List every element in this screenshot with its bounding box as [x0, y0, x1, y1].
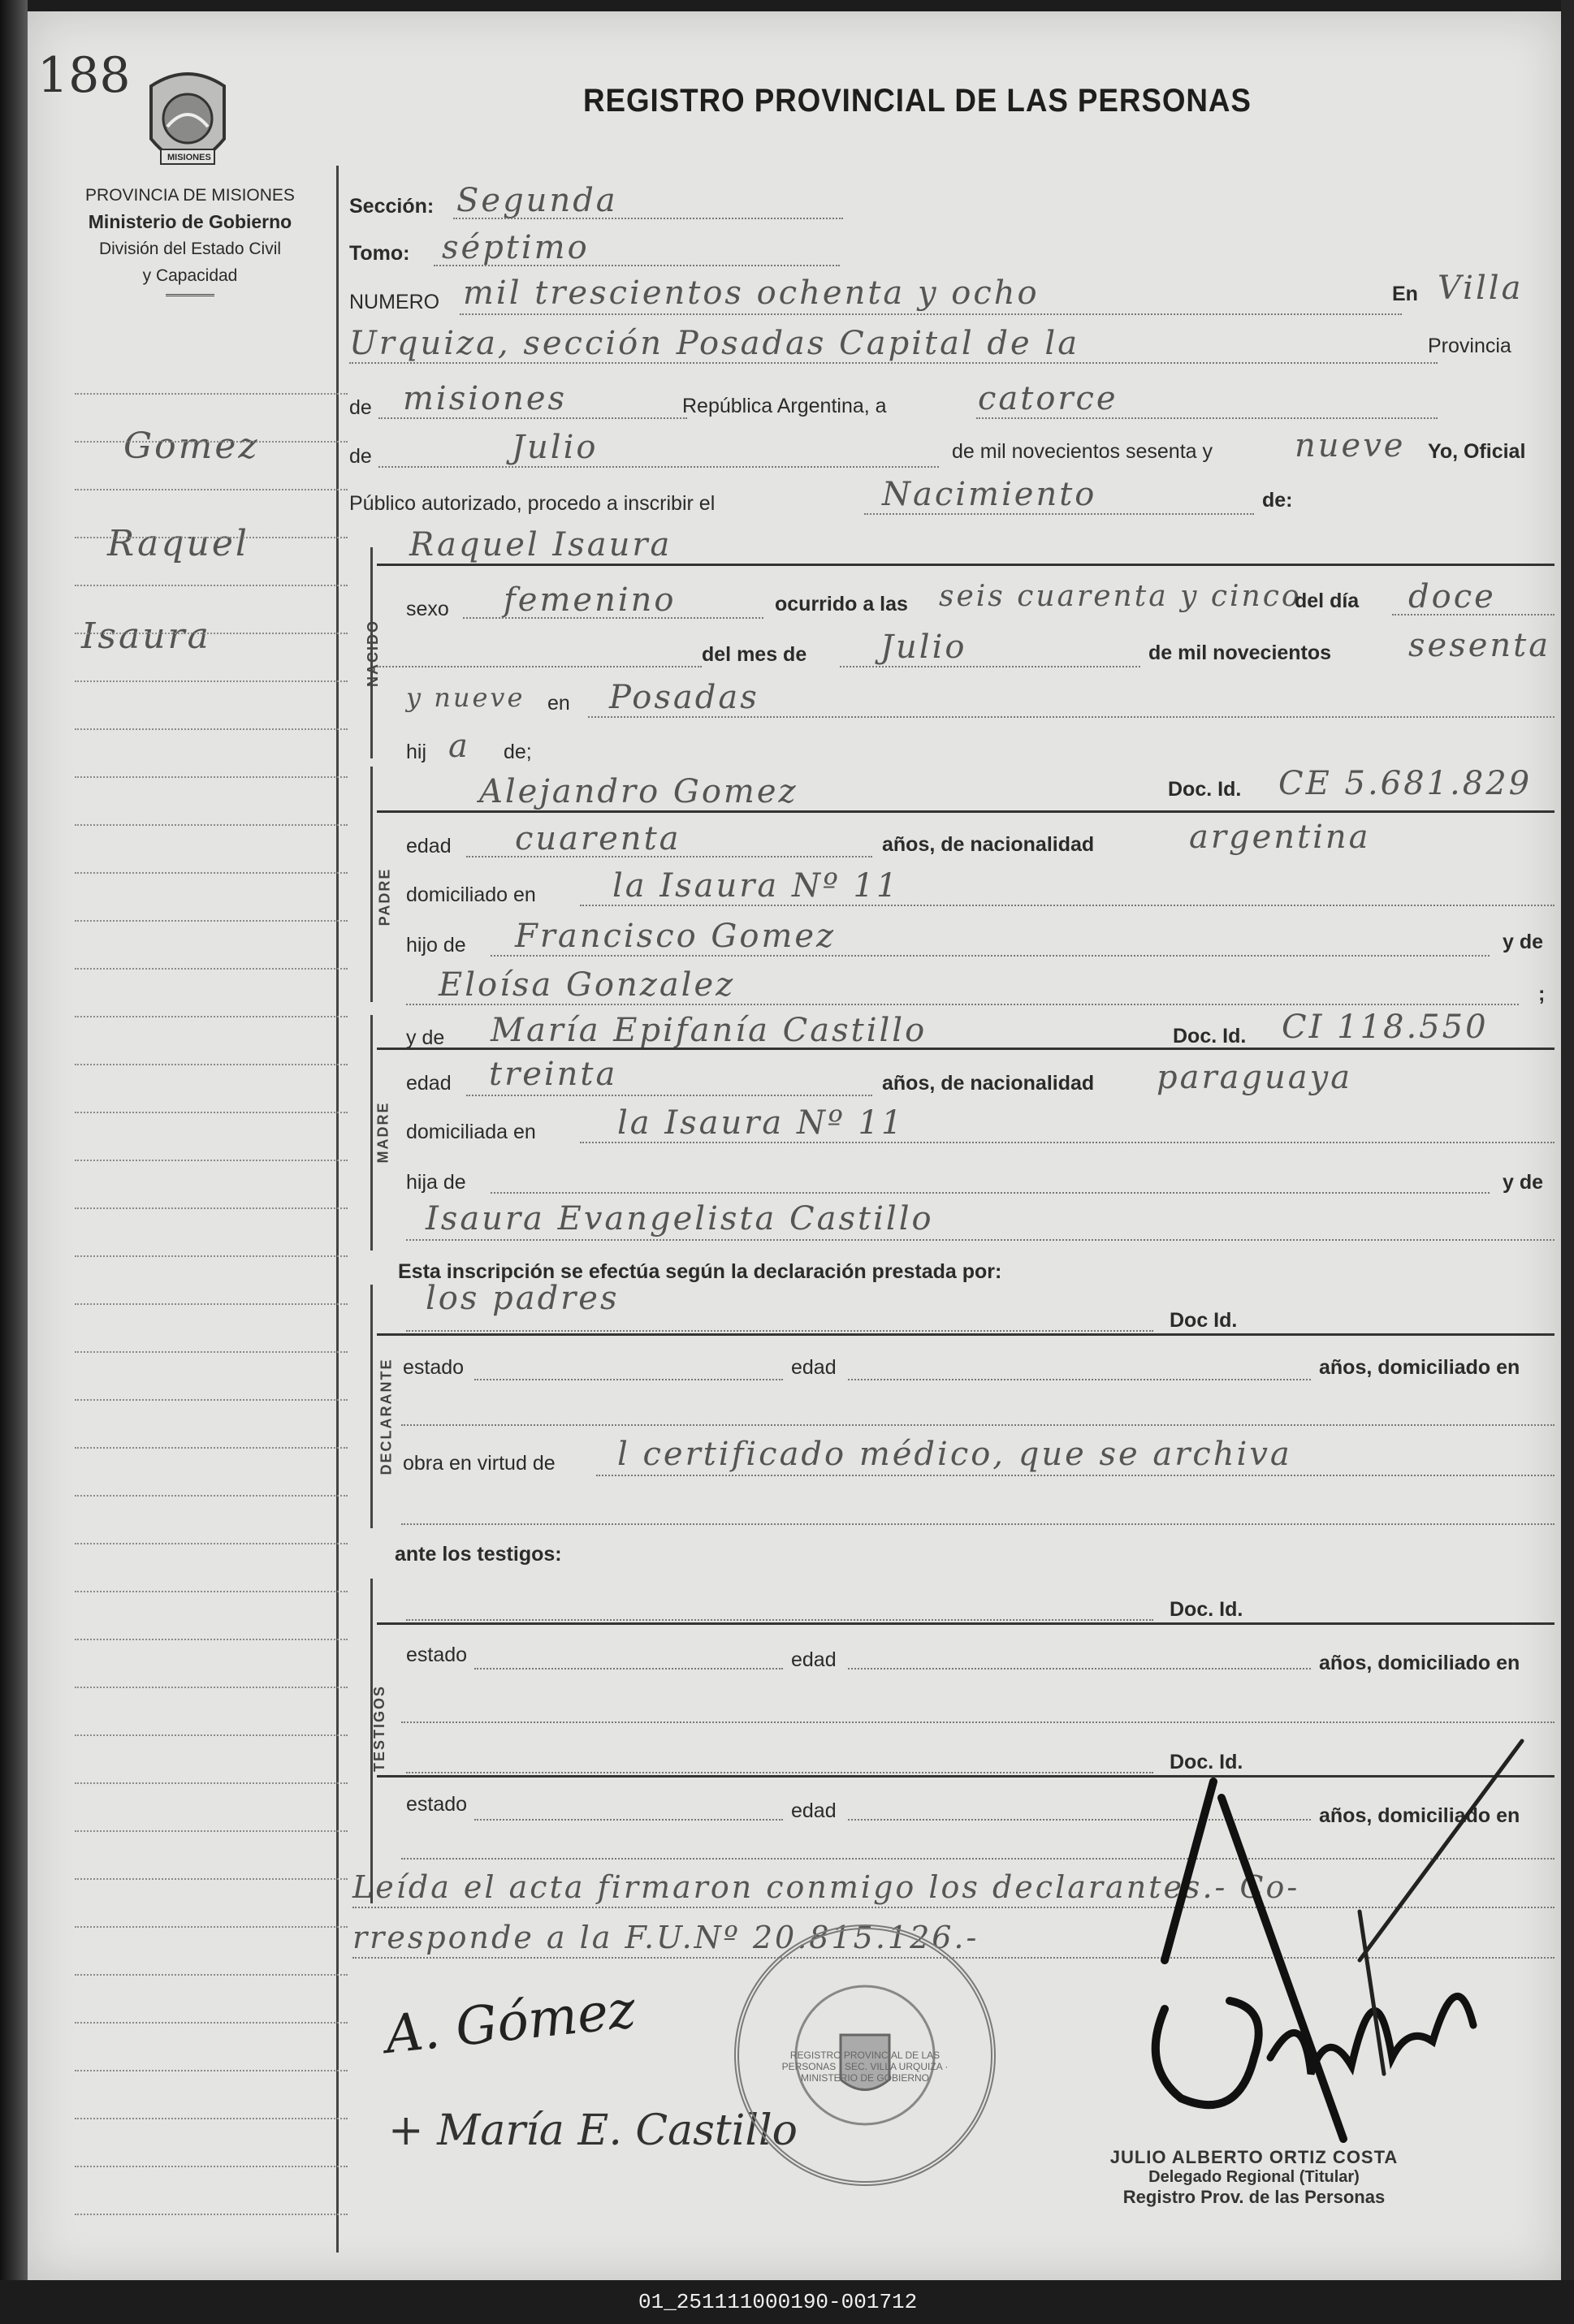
- margin-guide-line: [75, 2166, 348, 2167]
- provincial-seal: [135, 62, 240, 184]
- padre-edad-label: edad: [406, 835, 452, 857]
- padre-dom: la Isaura Nº 11: [612, 867, 900, 905]
- margin-guide-line: [75, 1016, 348, 1017]
- margin-guide-line: [75, 1782, 348, 1784]
- delmes-label: del mes de: [702, 643, 807, 666]
- lugar-value: Urquiza, sección Posadas Capital de la: [349, 325, 1080, 362]
- margin-guide-line: [75, 1639, 348, 1640]
- madre-yde-label: y de: [406, 1026, 445, 1049]
- testigo2-doc-label: Doc. Id.: [1170, 1751, 1243, 1773]
- margin-guide-line: [75, 2118, 348, 2119]
- official-title2: Registro Prov. de las Personas: [1122, 2187, 1386, 2207]
- padre-doc: CE 5.681.829: [1278, 765, 1533, 802]
- padre-dom-label: domiciliado en: [406, 883, 536, 906]
- margin-guide-line: [75, 537, 348, 538]
- en-label: En: [1392, 283, 1418, 305]
- section-testigos: TESTIGOS: [371, 1684, 388, 1773]
- hij-value: a: [448, 728, 470, 765]
- madre-yde2-label: y de: [1503, 1171, 1544, 1194]
- margin-guide-line: [75, 1878, 348, 1880]
- register-page: [28, 11, 1561, 2280]
- archive-id: 01_251111000190-001712: [638, 2290, 918, 2314]
- provincia-value: misiones: [403, 380, 568, 417]
- madre-dom-label: domiciliada en: [406, 1121, 536, 1143]
- testigo2-estado-label: estado: [406, 1793, 468, 1816]
- margin-guide-line: [75, 728, 348, 730]
- acto-value: Nacimiento: [882, 476, 1097, 513]
- testigo1-edad-label: edad: [791, 1648, 837, 1671]
- margin-guide-line: [75, 1974, 348, 1976]
- margin-guide-line: [75, 393, 348, 395]
- provincia-label: Provincia: [1428, 335, 1511, 357]
- closing-line1: Leída el acta firmaron conmigo los declarantes.- Co-: [352, 1869, 1300, 1905]
- section-madre: MADRE: [374, 1101, 391, 1164]
- margin-guide-line: [75, 1591, 348, 1592]
- official-block: [1059, 2147, 1449, 2208]
- margin-guide-line: [75, 1830, 348, 1832]
- madre-nac-label: años, de nacionalidad: [882, 1072, 1095, 1095]
- declarante-doc-label: Doc Id.: [1170, 1309, 1238, 1332]
- hora-value: seis cuarenta y cinco: [939, 580, 1302, 613]
- testigo1-doc-label: Doc. Id.: [1170, 1598, 1243, 1621]
- margin-guide-line: [75, 633, 348, 634]
- sexo-label: sexo: [406, 598, 449, 620]
- margin-guide-line: [75, 1303, 348, 1305]
- declarante-nombre: los padres: [426, 1280, 620, 1317]
- hij-de-label: de;: [504, 741, 532, 763]
- margin-guide-line: [75, 1495, 348, 1497]
- madre-nombre: María Epifanía Castillo: [491, 1012, 928, 1049]
- madre-dom: la Isaura Nº 11: [617, 1104, 905, 1142]
- official-stamp: [734, 1924, 996, 2186]
- dia-value: catorce: [978, 380, 1118, 417]
- ocurrido-label: ocurrido a las: [775, 593, 908, 616]
- margin-rule: [336, 166, 339, 2253]
- nacido-lugar: Posadas: [609, 679, 759, 716]
- margin-guide-line: [75, 2022, 348, 2024]
- nacido-dia: doce: [1408, 578, 1496, 616]
- margin-guide-line: [75, 1687, 348, 1688]
- margin-guide-line: [75, 1112, 348, 1113]
- padre-nac: argentina: [1189, 819, 1371, 856]
- margin-guide-line: [75, 680, 348, 682]
- seccion-label: Sección:: [349, 195, 435, 218]
- margin-guide-line: [75, 585, 348, 586]
- margin-guide-line: [75, 2070, 348, 2071]
- republica-label: República Argentina, a: [682, 395, 887, 417]
- de3-label: de:: [1262, 489, 1293, 512]
- de-label: de: [349, 396, 372, 419]
- book-spine: [0, 0, 28, 2324]
- org-ministry: Ministerio de Gobierno: [88, 211, 292, 232]
- madre-padres: Isaura Evangelista Castillo: [426, 1200, 934, 1238]
- document-title: REGISTRO PROVINCIAL DE LAS PERSONAS: [583, 83, 1252, 119]
- margin-guide-line: [75, 1160, 348, 1161]
- margin-guide-line: [75, 1399, 348, 1401]
- padre-hijo: Francisco Gomez: [515, 918, 837, 955]
- padre-nac-label: años, de nacionalidad: [882, 833, 1095, 856]
- nacido-anio2: y nueve: [406, 682, 525, 713]
- margin-guide-line: [75, 1543, 348, 1544]
- margin-guide-line: [75, 872, 348, 874]
- margin-firstname: Raquel: [107, 523, 249, 564]
- testigo1-dom-label: años, domiciliado en: [1319, 1652, 1520, 1674]
- nacido-en-label: en: [547, 692, 570, 715]
- obra-label: obra en virtud de: [403, 1452, 556, 1475]
- margin-guide-line: [75, 1926, 348, 1928]
- deldia-label: del día: [1295, 590, 1360, 612]
- margin-guide-line: [75, 1734, 348, 1736]
- section-declarante: DECLARANTE: [378, 1358, 395, 1475]
- padre-yde-label: y de: [1503, 931, 1544, 953]
- numero-label: NUMERO: [349, 291, 440, 313]
- margin-guide-line: [75, 1207, 348, 1209]
- anio-value: nueve: [1295, 427, 1406, 464]
- nacido-mes: Julio: [880, 629, 967, 666]
- section-padre: PADRE: [376, 867, 393, 927]
- testigo2-edad-label: edad: [791, 1799, 837, 1822]
- hij-label: hij: [406, 741, 427, 763]
- margin-guide-line: [75, 920, 348, 922]
- testigo2-dom-label: años, domiciliado en: [1319, 1804, 1520, 1827]
- publico-label: Público autorizado, procedo a inscribir el: [349, 492, 716, 515]
- madre-nac: paraguaya: [1157, 1059, 1353, 1096]
- org-capacity: y Capacidad: [142, 266, 238, 285]
- de2-label: de: [349, 445, 372, 468]
- official-signature: [1116, 1717, 1571, 2171]
- mes-value: Julio: [512, 429, 599, 466]
- milnov-label: de mil novecientos: [1148, 641, 1332, 664]
- madre-edad: treinta: [489, 1056, 618, 1093]
- margin-number: 188: [37, 47, 131, 104]
- madre-edad-label: edad: [406, 1072, 452, 1095]
- stamp-text: REGISTRO PROVINCIAL DE LAS PERSONAS · SEC. VILLA URQUIZA · MINISTERIO DE GOBIERNO: [781, 2050, 949, 2084]
- margin-guide-line: [75, 489, 348, 490]
- padre-edad: cuarenta: [515, 820, 681, 857]
- org-province: PROVINCIA DE MISIONES: [85, 186, 295, 205]
- margin-guide-line: [75, 1447, 348, 1449]
- margin-surname: Gomez: [123, 425, 260, 467]
- mil-label: de mil novecientos sesenta y: [952, 440, 1213, 463]
- padre-doc-label: Doc. Id.: [1168, 778, 1242, 801]
- seal-text: MISIONES: [167, 153, 211, 162]
- sexo-value: femenino: [504, 581, 677, 619]
- madre-doc: CI 118.550: [1282, 1009, 1489, 1046]
- signature-madre: + María E. Castillo: [388, 2106, 798, 2155]
- madre-hija-label: hija de: [406, 1171, 466, 1194]
- official-name: JULIO ALBERTO ORTIZ COSTA: [1109, 2147, 1399, 2167]
- margin-guide-line: [75, 776, 348, 778]
- oficial-label: Yo, Oficial: [1428, 440, 1526, 463]
- tomo-value: séptimo: [442, 229, 590, 266]
- obra-value: l certificado médico, que se archiva: [617, 1436, 1292, 1473]
- margin-guide-line: [75, 441, 348, 443]
- en-value: Villa: [1438, 270, 1524, 307]
- tomo-label: Tomo:: [349, 242, 410, 265]
- org-division: División del Estado Civil: [98, 240, 282, 258]
- archive-footer: [0, 2280, 1574, 2324]
- padre-hijo-label: hijo de: [406, 934, 466, 957]
- margin-guide-line: [75, 824, 348, 826]
- section-nacido: NACIDO: [365, 620, 381, 687]
- madre-doc-label: Doc. Id.: [1173, 1025, 1247, 1048]
- margin-guide-line: [75, 968, 348, 970]
- signature-padre: A. Gómez: [382, 1980, 638, 2066]
- margin-guide-line: [75, 2214, 348, 2215]
- nacido-nombre: Raquel Isaura: [409, 526, 672, 564]
- testigos-intro: ante los testigos:: [395, 1543, 562, 1566]
- closing-line2: rresponde a la F.U.Nº 20.815.126.-: [352, 1920, 979, 1955]
- official-signature-text: [1278, 1960, 1348, 1980]
- official-title1: Delegado Regional (Titular): [1148, 2168, 1360, 2186]
- declarante-estado-label: estado: [403, 1356, 465, 1379]
- padre-nombre: Alejandro Gomez: [479, 773, 798, 810]
- numero-value: mil trescientos ochenta y ocho: [463, 274, 1040, 312]
- declarante-dom-label: años, domiciliado en: [1319, 1356, 1520, 1379]
- seccion-value: Segunda: [456, 182, 618, 219]
- margin-guide-line: [75, 1351, 348, 1353]
- declarante-edad-label: edad: [791, 1356, 837, 1379]
- testigo1-estado-label: estado: [406, 1644, 468, 1666]
- declarante-intro: Esta inscripción se efectúa según la declaración prestada por:: [398, 1260, 1002, 1283]
- margin-middlename: Isaura: [81, 616, 211, 657]
- margin-guide-line: [75, 1255, 348, 1257]
- nacido-anio: sesenta: [1408, 627, 1551, 664]
- org-block: [44, 182, 336, 296]
- margin-guide-line: [75, 1064, 348, 1065]
- padre-madre: Eloísa Gonzalez: [439, 966, 736, 1004]
- padre-semicolon: ;: [1538, 983, 1546, 1005]
